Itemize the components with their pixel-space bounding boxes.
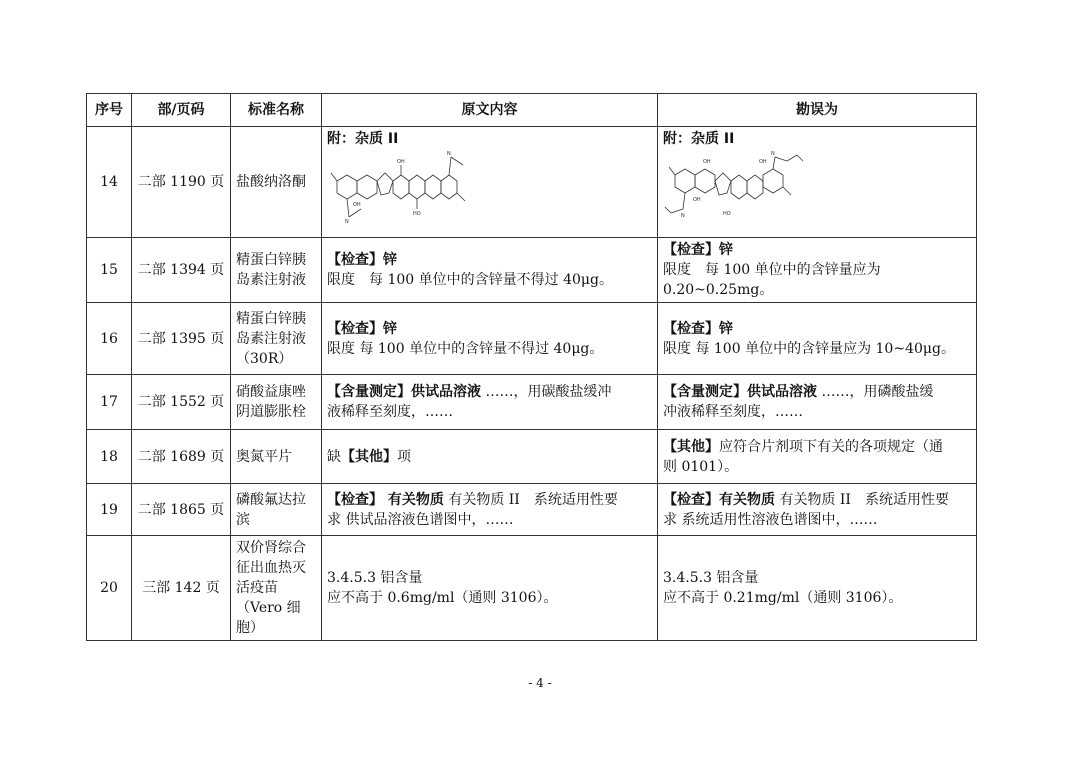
table-row: [87, 303, 977, 375]
original-rest: 项: [397, 448, 411, 465]
name-line: 磷酸氟达拉: [236, 491, 306, 508]
svg-text:HO: HO: [723, 211, 731, 217]
name-line: （30R）: [236, 350, 293, 367]
original-line: 应不高于 0.6mg/ml（通则 3106）。: [327, 590, 558, 606]
row-page: 二部 1552 页: [132, 375, 231, 430]
name-line: 岛素注射液: [236, 330, 306, 347]
table-row: [87, 375, 977, 430]
header-name: 标准名称: [231, 94, 322, 127]
name-line: 双价肾综合: [236, 540, 306, 556]
row-name: [231, 127, 322, 238]
header-row: [87, 94, 977, 127]
corrected-heading: 【其他】: [663, 438, 719, 455]
row-corrected: [658, 375, 977, 430]
row-corrected: [658, 238, 977, 303]
table-row: [87, 238, 977, 303]
name-line: 盐酸纳洛酮: [236, 174, 306, 190]
row-name: [231, 484, 322, 536]
name-line: 阴道膨胀栓: [236, 404, 306, 420]
name-line: 滨: [236, 511, 250, 528]
original-rest: ……，用碳酸盐缓冲: [481, 384, 612, 400]
row-seq: 16: [87, 303, 132, 375]
row-original: [322, 127, 658, 238]
row-page: 二部 1395 页: [132, 303, 231, 375]
corrected-line: 限度 每 100 单位中的含锌量应为 10~40μg。: [663, 340, 955, 357]
svg-text:OH: OH: [353, 202, 361, 208]
original-heading: 【检查】 有关物质: [327, 491, 444, 508]
original-line: 限度 每 100 单位中的含锌量不得过 40μg。: [327, 272, 613, 288]
row-original: [322, 238, 658, 303]
corrected-heading: 【检查】锌: [663, 320, 733, 337]
row-original: [322, 430, 658, 484]
row-seq: 14: [87, 127, 132, 238]
row-corrected: [658, 536, 977, 641]
name-line: 精蛋白锌胰: [236, 310, 306, 327]
row-original: [322, 303, 658, 375]
corrected-heading: 【检查】有关物质: [663, 491, 775, 508]
original-pre: 缺: [327, 448, 341, 465]
row-page: 二部 1865 页: [132, 484, 231, 536]
row-original: [322, 536, 658, 641]
original-heading: 附：杂质 II: [327, 131, 399, 147]
row-original: [322, 484, 658, 536]
name-line: 胞）: [236, 620, 264, 636]
original-heading: 【其他】: [341, 448, 397, 465]
corrected-line: 求 系统适用性溶液色谱图中，……: [663, 511, 878, 528]
original-rest: 有关物质 II 系统适用性要: [443, 491, 618, 508]
row-seq: 18: [87, 430, 132, 484]
corrected-heading: 【检查】锌: [663, 242, 733, 258]
original-heading: 【检查】锌: [327, 252, 397, 268]
row-name: [231, 303, 322, 375]
row-original: [322, 375, 658, 430]
corrected-line: 限度 每 100 单位中的含锌量应为: [663, 262, 881, 278]
original-heading: 【检查】锌: [327, 320, 397, 337]
corrected-rest: ……，用磷酸盐缓: [817, 384, 934, 400]
svg-text:N: N: [345, 219, 349, 223]
name-line: （Vero 细: [236, 600, 301, 616]
row-name: [231, 430, 322, 484]
row-name: [231, 375, 322, 430]
page-number: - 4 -: [528, 676, 552, 690]
svg-text:OH: OH: [759, 159, 767, 165]
corrected-line: 0.20~0.25mg。: [663, 282, 774, 298]
row-corrected: [658, 430, 977, 484]
row-corrected: [658, 303, 977, 375]
header-corrected: 勘误为: [658, 94, 977, 127]
table-row: [87, 536, 977, 641]
svg-text:N: N: [681, 213, 685, 219]
corrected-line: 则 0101）。: [663, 458, 739, 475]
svg-text:OH: OH: [693, 197, 701, 203]
name-line: 精蛋白锌胰: [236, 252, 306, 268]
row-seq: 17: [87, 375, 132, 430]
structure-diagram-corrected: [663, 151, 813, 223]
table-row: [87, 484, 977, 536]
row-corrected: [658, 127, 977, 238]
svg-text:HO: HO: [413, 211, 421, 217]
name-line: 征出血热灭: [236, 560, 306, 576]
errata-table: [86, 93, 977, 641]
row-page: 二部 1689 页: [132, 430, 231, 484]
original-heading: 【含量测定】供试品溶液: [327, 384, 481, 400]
header-original: 原文内容: [322, 94, 658, 127]
corrected-rest: 应符合片剂项下有关的各项规定（通: [719, 438, 943, 455]
row-seq: 15: [87, 238, 132, 303]
row-corrected: [658, 484, 977, 536]
svg-text:N: N: [771, 151, 775, 157]
row-seq: 19: [87, 484, 132, 536]
table-row: [87, 430, 977, 484]
name-line: 奥氮平片: [236, 448, 292, 465]
corrected-heading: 附：杂质 II: [663, 131, 735, 147]
corrected-heading: 【含量测定】供试品溶液: [663, 384, 817, 400]
corrected-line: 冲液稀释至刻度，……: [663, 404, 803, 420]
row-page: 二部 1190 页: [132, 127, 231, 238]
name-line: 岛素注射液: [236, 272, 306, 288]
original-line: 求 供试品溶液色谱图中，……: [327, 511, 514, 528]
row-name: [231, 536, 322, 641]
structure-diagram: [327, 151, 477, 223]
corrected-line: 3.4.5.3 铝含量: [663, 570, 759, 586]
svg-text:OH: OH: [397, 159, 405, 165]
svg-text:N: N: [447, 151, 451, 157]
row-seq: 20: [87, 536, 132, 641]
header-seq: 序号: [87, 94, 132, 127]
original-line: 3.4.5.3 铝含量: [327, 570, 423, 586]
svg-text:OH: OH: [703, 159, 711, 165]
row-name: [231, 238, 322, 303]
header-page: 部/页码: [132, 94, 231, 127]
name-line: 硝酸益康唑: [236, 384, 306, 400]
row-page: 二部 1394 页: [132, 238, 231, 303]
corrected-line: 应不高于 0.21mg/ml（通则 3106）。: [663, 590, 903, 606]
original-line: 限度 每 100 单位中的含锌量不得过 40μg。: [327, 340, 604, 357]
name-line: 活疫苗: [236, 580, 278, 596]
corrected-rest: 有关物质 II 系统适用性要: [775, 491, 949, 508]
original-line: 液稀释至刻度，……: [327, 404, 453, 420]
row-page: 三部 142 页: [132, 536, 231, 641]
table-row: [87, 127, 977, 238]
